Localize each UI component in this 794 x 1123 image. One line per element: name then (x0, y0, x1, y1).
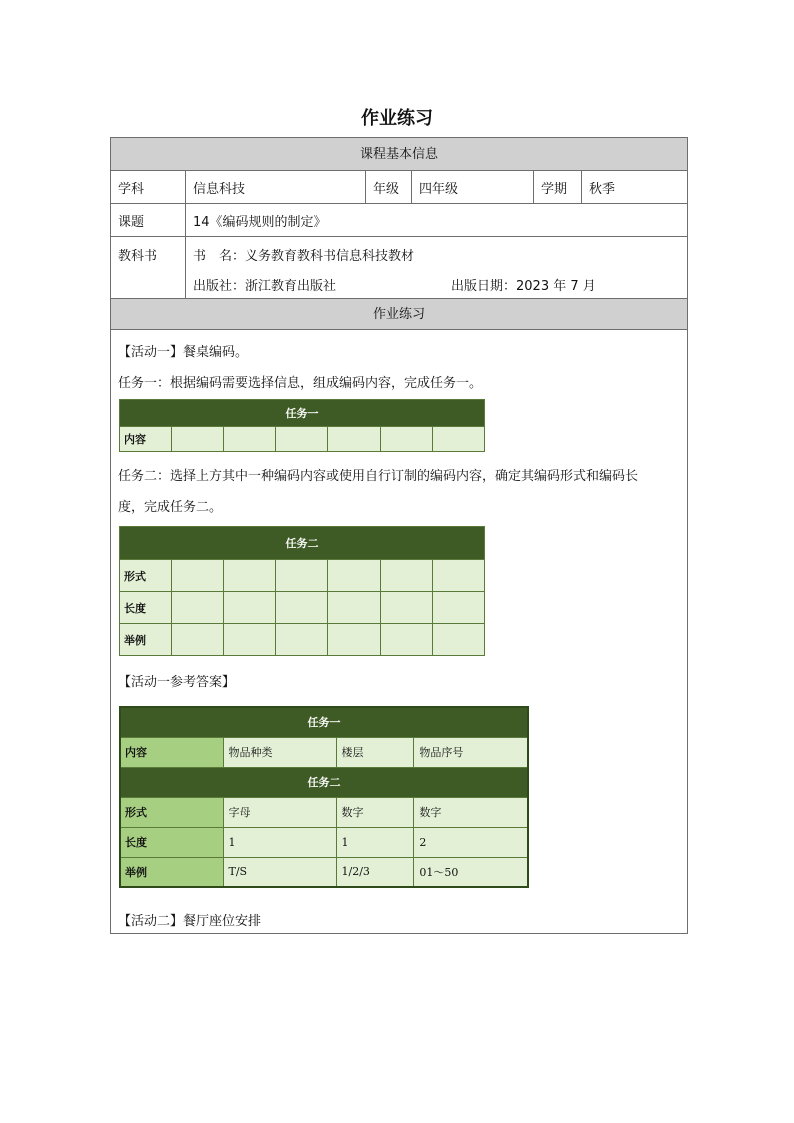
practice-header-text: 作业练习 (372, 307, 425, 322)
task-two-table-title: 任务二 (120, 527, 485, 560)
blank-cell[interactable] (380, 427, 432, 452)
answer-task-two-title: 任务二 (120, 767, 528, 797)
task-two-table (119, 526, 485, 656)
blank-cell[interactable] (172, 592, 224, 624)
answer-length-value: 2 (414, 827, 528, 857)
answer-content-value: 楼层 (336, 737, 414, 767)
course-info-header (111, 138, 687, 171)
subject-row (111, 171, 687, 204)
answer-heading: 【活动一参考答案】 (118, 675, 236, 690)
task-two-example-label: 举例 (120, 624, 172, 656)
term-value: 秋季 (589, 181, 616, 197)
grade-value: 四年级 (412, 171, 534, 203)
book-name: 书 名：义务教育教科书信息科技教材 (193, 249, 415, 264)
blank-cell[interactable] (172, 427, 224, 452)
blank-cell[interactable] (328, 427, 380, 452)
subject-value: 信息科技 (186, 171, 366, 203)
blank-cell[interactable] (380, 592, 432, 624)
term-label: 学期 (534, 171, 582, 203)
blank-cell[interactable] (380, 560, 432, 592)
task-two-instruction-line2: 度，完成任务二。 (118, 500, 223, 515)
page-title: 作业练习 (361, 108, 433, 129)
grade-label: 年级 (366, 171, 412, 203)
task-two-form-label: 形式 (120, 560, 172, 592)
answer-table (119, 706, 529, 888)
blank-cell[interactable] (432, 560, 484, 592)
answer-example-value: 1/2/3 (336, 857, 414, 887)
answer-form-value: 字母 (223, 797, 336, 827)
course-info-header-text: 课程基本信息 (359, 147, 438, 162)
answer-length-value: 1 (336, 827, 414, 857)
task-one-content-label: 内容 (120, 427, 172, 452)
blank-cell[interactable] (172, 624, 224, 656)
textbook-label: 教科书 (111, 237, 186, 298)
blank-cell[interactable] (224, 560, 276, 592)
blank-cell[interactable] (224, 592, 276, 624)
blank-cell[interactable] (432, 427, 484, 452)
topic-row (111, 204, 687, 237)
blank-cell[interactable] (224, 624, 276, 656)
answer-example-value: T/S (223, 857, 336, 887)
blank-cell[interactable] (432, 624, 484, 656)
blank-cell[interactable] (276, 427, 328, 452)
answer-length-label: 长度 (120, 827, 223, 857)
blank-cell[interactable] (380, 624, 432, 656)
activity-two-heading: 【活动二】餐厅座位安排 (118, 914, 262, 929)
blank-cell[interactable] (432, 592, 484, 624)
blank-cell[interactable] (224, 427, 276, 452)
worksheet-table (110, 137, 688, 934)
blank-cell[interactable] (328, 592, 380, 624)
activity-one-heading: 【活动一】餐桌编码。 (118, 345, 249, 360)
publisher: 出版社：浙江教育出版社 (193, 279, 337, 294)
answer-example-label: 举例 (120, 857, 223, 887)
answer-content-label: 内容 (120, 737, 223, 767)
answer-form-value: 数字 (336, 797, 414, 827)
blank-cell[interactable] (276, 560, 328, 592)
answer-form-value: 数字 (414, 797, 528, 827)
task-two-length-label: 长度 (120, 592, 172, 624)
textbook-row (111, 237, 687, 299)
practice-header (111, 299, 687, 330)
answer-content-value: 物品种类 (223, 737, 336, 767)
blank-cell[interactable] (328, 560, 380, 592)
blank-cell[interactable] (276, 592, 328, 624)
answer-length-value: 1 (223, 827, 336, 857)
answer-form-label: 形式 (120, 797, 223, 827)
task-one-table-title: 任务一 (120, 400, 485, 427)
answer-task-one-title: 任务一 (120, 707, 528, 737)
task-one-instruction: 任务一：根据编码需要选择信息，组成编码内容，完成任务一。 (118, 376, 483, 391)
topic-label: 课题 (111, 204, 186, 236)
blank-cell[interactable] (172, 560, 224, 592)
blank-cell[interactable] (328, 624, 380, 656)
topic-value: 14《编码规则的制定》 (193, 214, 327, 230)
subject-label: 学科 (111, 171, 186, 203)
task-one-table (119, 399, 485, 452)
answer-content-value: 物品序号 (414, 737, 528, 767)
blank-cell[interactable] (276, 624, 328, 656)
task-two-instruction-line1: 任务二：选择上方其中一种编码内容或使用自行订制的编码内容，确定其编码形式和编码长 (118, 469, 639, 484)
answer-example-value: 01～50 (414, 857, 528, 887)
publish-date: 出版日期：2023 年 7 月 (451, 279, 596, 294)
